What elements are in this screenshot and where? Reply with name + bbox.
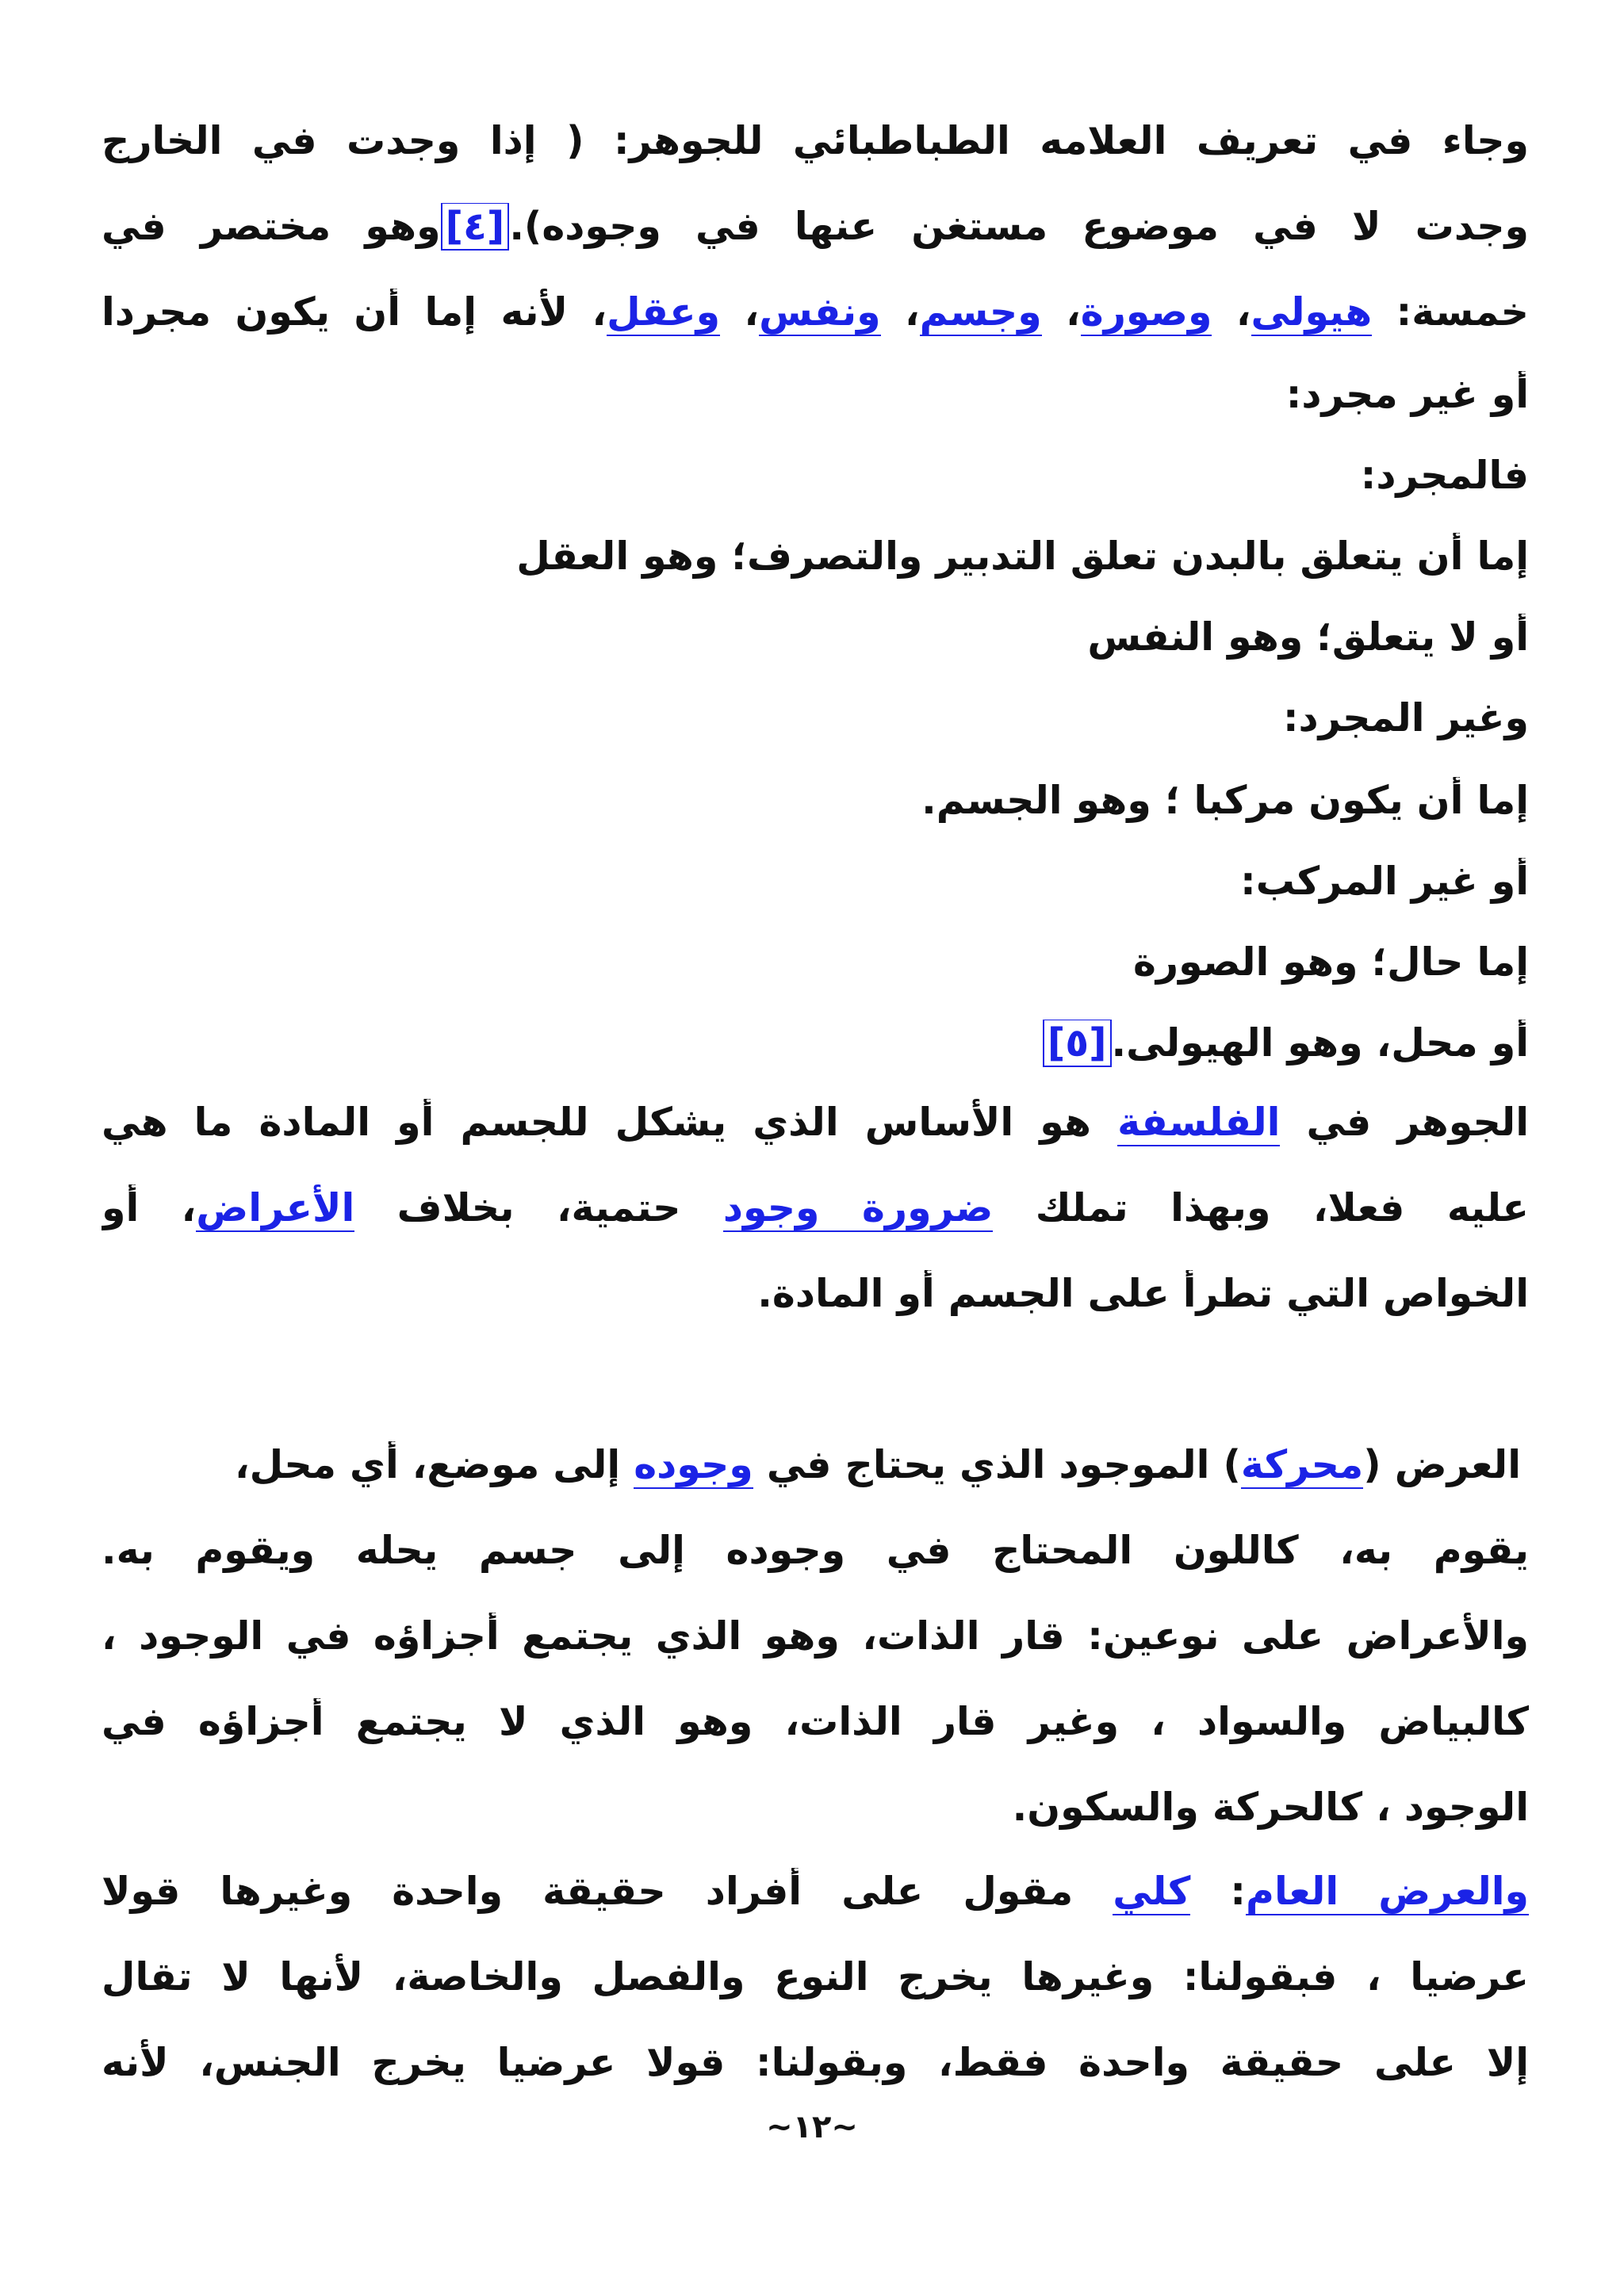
text-segment: ، <box>1212 289 1251 335</box>
text-segment: : <box>1190 1869 1247 1914</box>
link-aarad[interactable]: الأعراض <box>196 1185 354 1232</box>
link-jism[interactable]: وجسم <box>920 289 1042 336</box>
text-line: فالمجرد: <box>1360 453 1529 498</box>
text-line: إما أن يكون مركبا ؛ وهو الجسم. <box>921 778 1529 823</box>
document-page <box>102 109 1529 2266</box>
text-line <box>102 203 1529 251</box>
text-line: عرضيا ، فبقولنا: وغيرها يخرج النوع والفصل والخاصة، لأنها لا تقال <box>102 1954 1529 1999</box>
text-line <box>102 1868 1529 1915</box>
text-segment: ، <box>880 289 920 335</box>
text-line: أو لا يتعلق؛ وهو النفس <box>1087 614 1529 660</box>
text-line <box>102 1099 1529 1146</box>
text-segment: هو الأساس الذي يشكل للجسم أو المادة ما هي <box>102 1100 1118 1145</box>
text-line <box>102 1020 1529 1067</box>
link-arad-aam[interactable]: والعرض العام <box>1246 1869 1529 1915</box>
text-line: أو غير المركب: <box>1240 859 1529 904</box>
text-line: إلا على حقيقة واحدة فقط، وبقولنا: قولا عرضيا يخرج الجنس، لأنه <box>102 2040 1529 2085</box>
text-segment: وجدت لا في موضوع مستغنٍ عنها في وجوده). <box>509 204 1529 249</box>
text-segment: الجوهر في <box>1280 1100 1529 1145</box>
text-line: أو غير مجرد: <box>1285 372 1529 417</box>
footnote-ref-4[interactable]: [٤] <box>441 203 510 251</box>
text-segment: وهو مختصر في <box>102 204 441 249</box>
text-segment: مقول على أفراد حقيقة واحدة وغيرها قولا <box>102 1869 1113 1914</box>
text-segment: ، لأنه إما أن يكون مجردا <box>102 289 607 335</box>
link-wujudih[interactable]: وجوده <box>634 1442 753 1489</box>
link-nafs[interactable]: ونفس <box>759 289 880 336</box>
text-segment: ، <box>1041 289 1081 335</box>
text-segment: ) الموجود الذي يحتاج في <box>753 1442 1241 1487</box>
text-segment: إلى موضع، أي محل، <box>234 1442 634 1487</box>
text-line: الوجود ، كالحركة والسكون. <box>1012 1785 1529 1830</box>
text-line: إما أن يتعلق بالبدن تعلق التدبير والتصرف؛ وهو العقل <box>516 534 1529 579</box>
link-kulli[interactable]: كلي <box>1113 1869 1190 1915</box>
text-line <box>102 289 1529 336</box>
text-segment: أو محل، وهو الهيولى. <box>1111 1020 1529 1066</box>
text-segment: خمسة: <box>1372 289 1529 335</box>
text-line <box>102 1441 1521 1489</box>
text-line: إما حال؛ وهو الصورة <box>1132 939 1529 985</box>
text-segment: ، أو <box>102 1185 197 1230</box>
link-sura[interactable]: وصورة <box>1081 289 1212 336</box>
link-darurat-wujud[interactable]: ضرورة وجود <box>723 1185 994 1232</box>
footnote-ref-5[interactable]: [٥] <box>1043 1020 1112 1067</box>
text-segment: حتمية، بخلاف <box>354 1185 723 1230</box>
text-segment: العرض ( <box>1363 1442 1521 1487</box>
text-line: وغير المجرد: <box>1282 695 1529 740</box>
text-segment: عليه فعلا، وبهذا تملك <box>993 1185 1529 1230</box>
link-muharraka[interactable]: محركة <box>1241 1442 1363 1489</box>
text-line: وجاء في تعريف العلامه الطباطبائي للجوهر: ( إذا وجدت في الخارج <box>102 118 1529 163</box>
link-falsafa[interactable]: الفلسفة <box>1117 1100 1280 1146</box>
text-line: كالبياض والسواد ، وغير قار الذات، وهو الذي لا يجتمع أجزاؤه في <box>102 1699 1529 1744</box>
link-aql[interactable]: وعقل <box>607 289 720 336</box>
text-line: يقوم به، كاللون المحتاج في وجوده إلى جسم يحله ويقوم به. <box>102 1528 1529 1573</box>
text-segment: ، <box>720 289 760 335</box>
text-line <box>102 1184 1529 1232</box>
page-number: ~١٢~ <box>766 2109 858 2145</box>
text-line: الخواص التي تطرأ على الجسم أو المادة. <box>757 1271 1529 1316</box>
text-line: والأعراض على نوعين: قار الذات، وهو الذي يجتمع أجزاؤه في الوجود ، <box>102 1613 1529 1659</box>
link-hayula[interactable]: هيولى <box>1251 289 1373 336</box>
